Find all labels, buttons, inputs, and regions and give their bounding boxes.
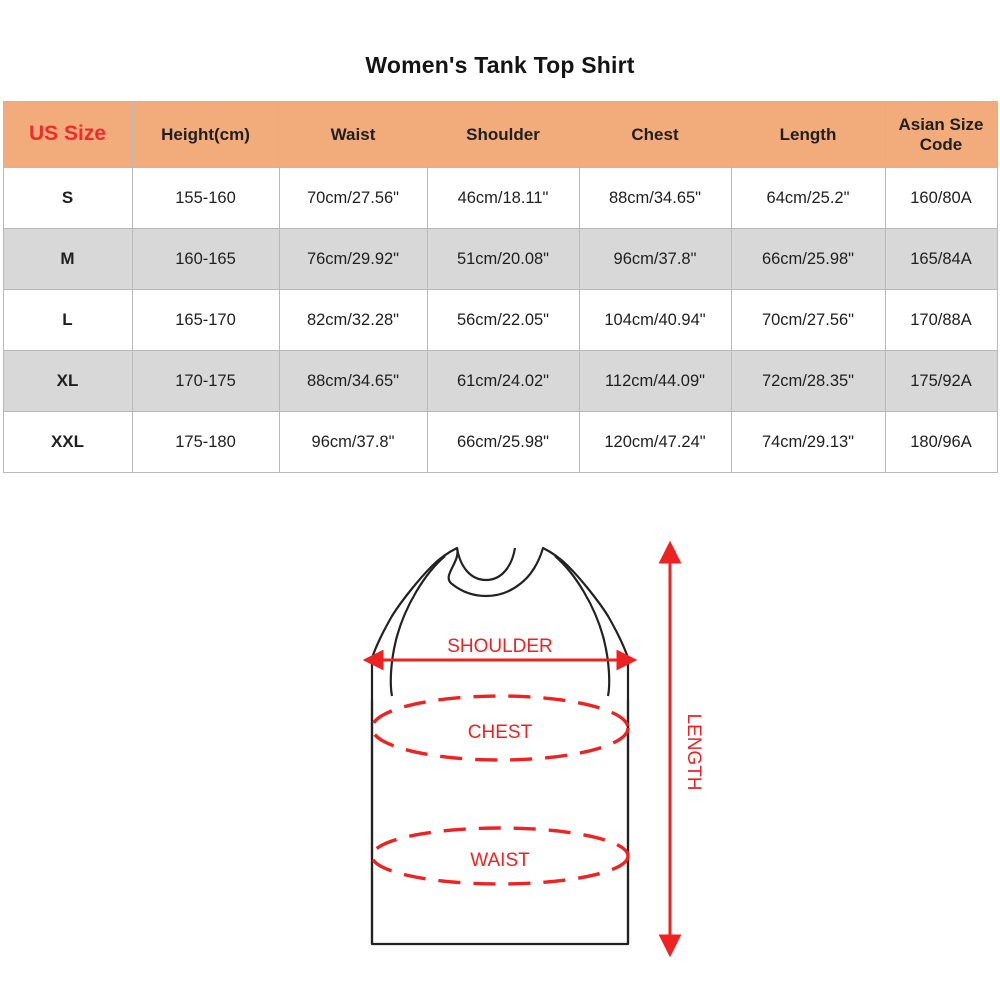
tank-top-illustration [372,548,628,944]
waist-label: WAIST [470,850,530,871]
cell-length: 64cm/25.2" [731,168,885,229]
cell-waist: 96cm/37.8" [279,412,427,473]
table-row [3,351,997,412]
cell-size: XL [3,351,132,412]
cell-length: 74cm/29.13" [731,412,885,473]
table-header-row [3,102,997,168]
cell-waist: 88cm/34.65" [279,351,427,412]
cell-chest: 88cm/34.65" [579,168,731,229]
cell-size: XXL [3,412,132,473]
cell-size: M [3,229,132,290]
chest-label: CHEST [467,722,533,743]
cell-waist: 76cm/29.92" [279,229,427,290]
cell-shoulder: 51cm/20.08" [427,229,579,290]
cell-shoulder: 56cm/22.05" [427,290,579,351]
cell-shoulder: 61cm/24.02" [427,351,579,412]
table-row [3,290,997,351]
cell-length: 66cm/25.98" [731,229,885,290]
size-chart-table [3,101,998,473]
cell-asian-size-code: 165/84A [885,229,997,290]
column-header-chest: Chest [579,102,731,168]
cell-chest: 112cm/44.09" [579,351,731,412]
length-measure-arrow [661,544,679,954]
cell-chest: 104cm/40.94" [579,290,731,351]
cell-height: 165-170 [132,290,279,351]
cell-size: S [3,168,132,229]
cell-asian-size-code: 160/80A [885,168,997,229]
column-header-shoulder: Shoulder [427,102,579,168]
column-header-waist: Waist [279,102,427,168]
cell-chest: 120cm/47.24" [579,412,731,473]
cell-asian-size-code: 170/88A [885,290,997,351]
cell-height: 175-180 [132,412,279,473]
table-row [3,229,997,290]
cell-chest: 96cm/37.8" [579,229,731,290]
column-header-height: Height(cm) [132,102,279,168]
column-header-asian-size-code: Asian Size Code [885,102,997,168]
length-label: LENGTH [683,713,704,791]
cell-height: 160-165 [132,229,279,290]
table-row [3,168,997,229]
cell-asian-size-code: 175/92A [885,351,997,412]
table-header [3,102,997,168]
cell-asian-size-code: 180/96A [885,412,997,473]
cell-shoulder: 46cm/18.11" [427,168,579,229]
page-title: Women's Tank Top Shirt [365,52,635,78]
cell-height: 170-175 [132,351,279,412]
table-body [3,168,997,473]
table-row [3,412,997,473]
cell-shoulder: 66cm/25.98" [427,412,579,473]
cell-height: 155-160 [132,168,279,229]
measurement-diagram [0,500,1000,1000]
column-header-us-size: US Size [3,102,132,168]
column-header-length: Length [731,102,885,168]
shoulder-label: SHOULDER [447,636,553,657]
cell-size: L [3,290,132,351]
cell-waist: 82cm/32.28" [279,290,427,351]
cell-length: 72cm/28.35" [731,351,885,412]
cell-length: 70cm/27.56" [731,290,885,351]
cell-waist: 70cm/27.56" [279,168,427,229]
